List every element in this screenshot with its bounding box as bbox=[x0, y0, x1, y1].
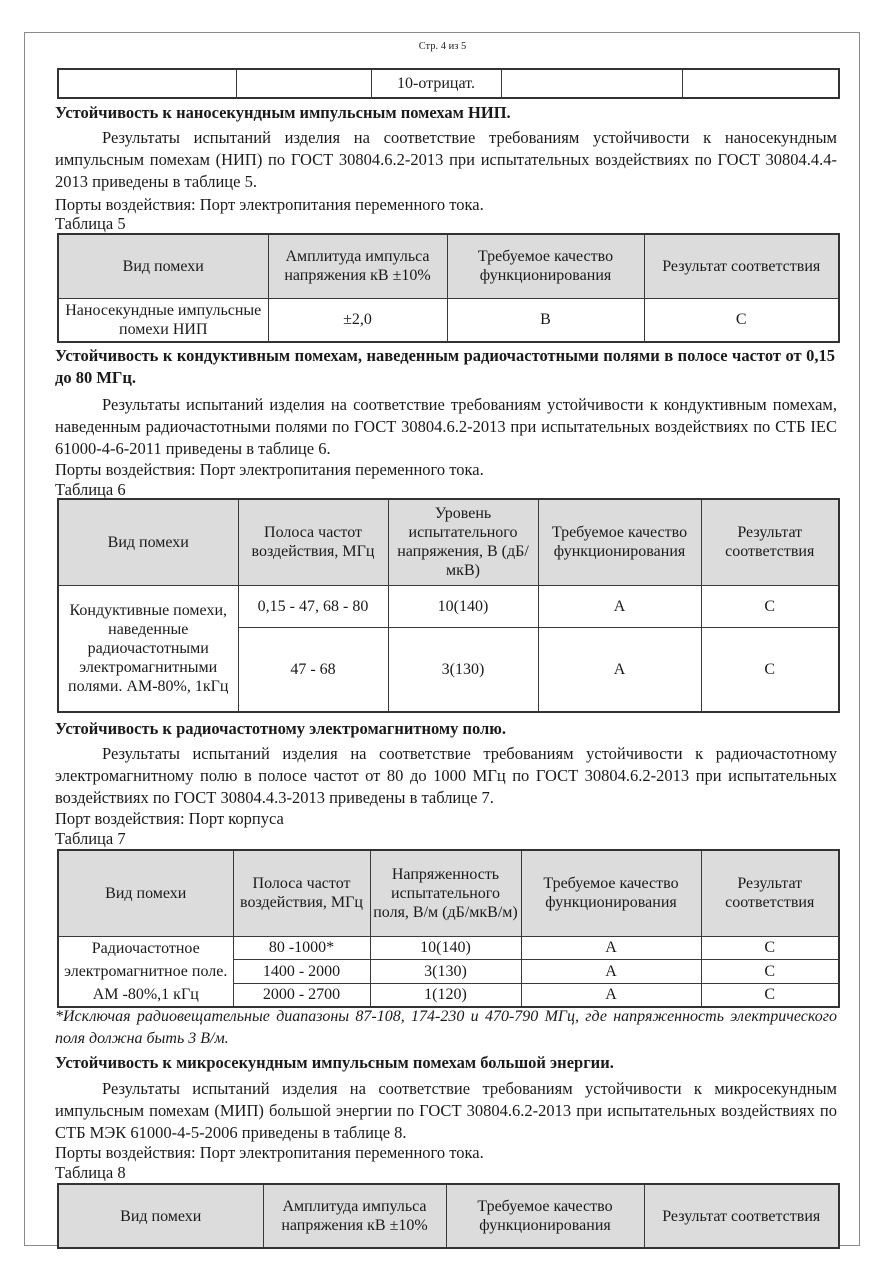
section-heading: Устойчивость к наносекундным импульсным помехам НИП. bbox=[55, 103, 511, 122]
table-cell: A bbox=[521, 960, 701, 984]
section-paragraph: Результаты испытаний изделия на соответствие требованиям устойчивости к радиочастотному электромагнитному полю в полосе частот от 80 до 1000 МГц по ГОСТ 30804.6.2-2013 при испытательных воздействиях по ГОСТ 30804.4.3-2013 приведены в таблице 7. bbox=[55, 744, 837, 807]
table-8 bbox=[57, 1183, 840, 1249]
section-paragraph: Результаты испытаний изделия на соответствие требованиям устойчивости к кондуктивным помехам, наведенным радиочастотными полями по ГОСТ 30804.6.2-2013 при испытательных воздействиях по СТБ IEC 61000-4-6-2011 приведены в таблице 6. bbox=[55, 395, 837, 458]
ports-line: Порт воздействия: Порт корпуса bbox=[55, 809, 284, 828]
footnote: *Исключая радиовещательные диапазоны 87-108, 174-230 и 470-790 МГц, где напряженность электрического поля должна быть 3 В/м. bbox=[55, 1008, 837, 1047]
table-cell bbox=[236, 69, 371, 98]
merged-cell: Кондуктивные помехи, наведенные радиочастотными электромагнитными полями. АМ-80%, 1кГц bbox=[58, 585, 238, 712]
column-header: Уровень испытательного напряжения, В (дБ/мкВ) bbox=[388, 499, 538, 585]
table-cell: 10(140) bbox=[370, 936, 521, 960]
table-cell: A bbox=[521, 983, 701, 1007]
table-cell: C bbox=[701, 983, 839, 1007]
column-header: Результат соответствия bbox=[644, 1184, 839, 1248]
ports-line: Порты воздействия: Порт электропитания переменного тока. bbox=[55, 460, 484, 479]
table-caption: Таблица 8 bbox=[55, 1163, 126, 1182]
table-caption: Таблица 6 bbox=[55, 480, 126, 499]
column-header: Вид помехи bbox=[58, 499, 238, 585]
section-heading: Устойчивость к кондуктивным помехам, наведенным радиочастотными полями в полосе частот от 0,15 до 80 МГц. bbox=[55, 346, 835, 387]
merged-cell: Радиочастотное электромагнитное поле. АМ -80%,1 кГц bbox=[58, 936, 233, 1007]
table-cell: A bbox=[521, 936, 701, 960]
ports-line: Порты воздействия: Порт электропитания переменного тока. bbox=[55, 1143, 484, 1162]
prev-table-tail bbox=[57, 68, 840, 99]
column-header: Полоса частот воздействия, МГц bbox=[233, 850, 370, 936]
table-row bbox=[58, 585, 839, 627]
table-cell bbox=[682, 69, 839, 98]
table-caption: Таблица 7 bbox=[55, 829, 126, 848]
table-cell: 80 -1000* bbox=[233, 936, 370, 960]
table-cell: 47 - 68 bbox=[238, 627, 388, 712]
section-paragraph: Результаты испытаний изделия на соответствие требованиям устойчивости к микросекундным импульсным помехам (МИП) большой энергии по ГОСТ 30804.6.2-2013 при испытательных воздействиях по СТБ МЭК 61000-4-5-2006 приведены в таблице 8. bbox=[55, 1079, 837, 1142]
column-header: Требуемое качество функционирования bbox=[447, 234, 644, 298]
table-6 bbox=[57, 498, 840, 713]
page-number: Стр. 4 из 5 bbox=[418, 41, 467, 52]
column-header: Результат соответствия bbox=[644, 234, 839, 298]
section-paragraph: Результаты испытаний изделия на соответствие требованиям устойчивости к наносекундным импульсным помехам (НИП) по ГОСТ 30804.6.2-2013 при испытательных воздействиях по ГОСТ 30804.4.4-2013 приведены в таблице 5. bbox=[55, 128, 837, 191]
section-heading: Устойчивость к радиочастотному электромагнитному полю. bbox=[55, 719, 507, 738]
table-cell: ±2,0 bbox=[268, 298, 447, 342]
table-cell: C bbox=[701, 936, 839, 960]
table-cell: 0,15 - 47, 68 - 80 bbox=[238, 585, 388, 627]
table-7 bbox=[57, 849, 840, 1008]
column-header: Полоса частот воздействия, МГц bbox=[238, 499, 388, 585]
column-header: Напряженность испытательного поля, В/м (дБ/мкВ/м) bbox=[370, 850, 521, 936]
column-header: Результат соответствия bbox=[701, 499, 839, 585]
column-header: Требуемое качество функционирования bbox=[521, 850, 701, 936]
table-cell: 2000 - 2700 bbox=[233, 983, 370, 1007]
column-header: Вид помехи bbox=[58, 850, 233, 936]
column-header: Амплитуда импульса напряжения кВ ±10% bbox=[268, 234, 447, 298]
section-heading: Устойчивость к микросекундным импульсным помехам большой энергии. bbox=[55, 1053, 614, 1072]
column-header: Требуемое качество функционирования bbox=[538, 499, 701, 585]
table-cell: C bbox=[701, 585, 839, 627]
table-cell bbox=[58, 69, 236, 98]
column-header: Результат соответствия bbox=[701, 850, 839, 936]
ports-line: Порты воздействия: Порт электропитания переменного тока. bbox=[55, 195, 484, 214]
column-header: Вид помехи bbox=[58, 234, 268, 298]
table-cell: B bbox=[447, 298, 644, 342]
table-cell: 3(130) bbox=[370, 960, 521, 984]
table-cell: 1400 - 2000 bbox=[233, 960, 370, 984]
column-header: Вид помехи bbox=[58, 1184, 263, 1248]
column-header: Амплитуда импульса напряжения кВ ±10% bbox=[263, 1184, 446, 1248]
table-5 bbox=[57, 233, 840, 343]
column-header: Требуемое качество функционирования bbox=[446, 1184, 644, 1248]
table-row bbox=[58, 936, 839, 960]
table-cell: 10-отрицат. bbox=[371, 69, 501, 98]
table-cell: C bbox=[701, 627, 839, 712]
table-cell: A bbox=[538, 585, 701, 627]
table-cell: 1(120) bbox=[370, 983, 521, 1007]
table-row bbox=[58, 298, 839, 342]
table-cell: Наносекундные импульсные помехи НИП bbox=[58, 298, 268, 342]
table-cell: 10(140) bbox=[388, 585, 538, 627]
table-cell: C bbox=[644, 298, 839, 342]
table-caption: Таблица 5 bbox=[55, 214, 126, 233]
table-cell bbox=[501, 69, 682, 98]
table-cell: A bbox=[538, 627, 701, 712]
table-cell: 3(130) bbox=[388, 627, 538, 712]
table-cell: C bbox=[701, 960, 839, 984]
